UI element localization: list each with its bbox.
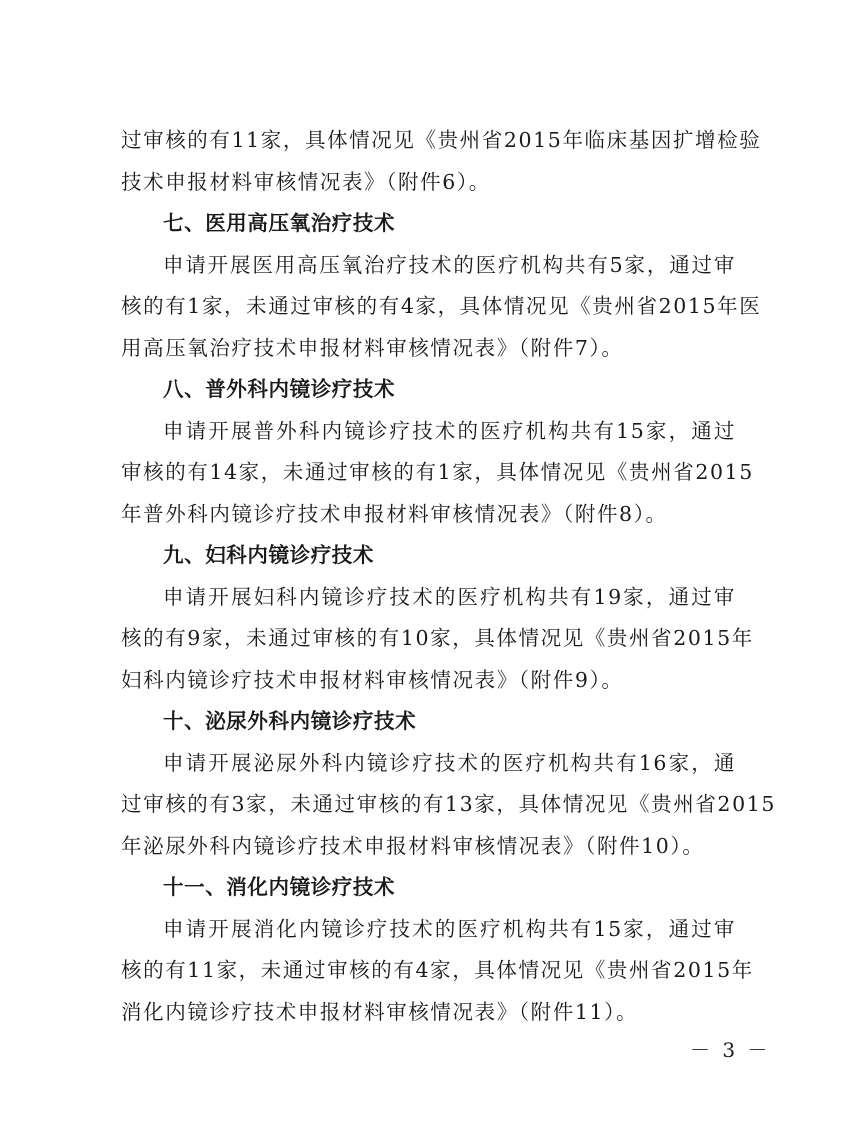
paragraph-line: 消化内镜诊疗技术申报材料审核情况表》（附件11）。: [121, 999, 639, 1024]
section-heading: 十、泌尿外科内镜诊疗技术: [163, 709, 417, 733]
section-heading: 九、妇科内镜诊疗技术: [163, 543, 374, 567]
page-number: － 3 －: [690, 1038, 771, 1062]
paragraph-line: 年普外科内镜诊疗技术申报材料审核情况表》（附件8）。: [121, 501, 668, 526]
paragraph-line: 核的有11家，未通过审核的有4家，具体情况见《贵州省2015年: [121, 958, 754, 982]
paragraph-line: 申请开展普外科内镜诊疗技术的医疗机构共有15家，通过: [163, 418, 736, 443]
section-heading: 八、普外科内镜诊疗技术: [163, 377, 396, 401]
paragraph-line: 申请开展医用高压氧治疗技术的医疗机构共有5家，通过审: [163, 252, 736, 277]
paragraph-line: 过审核的有11家，具体情况见《贵州省2015年临床基因扩增检验: [121, 128, 762, 152]
section-heading: 十一、消化内镜诊疗技术: [163, 875, 396, 899]
paragraph-line: 申请开展妇科内镜诊疗技术的医疗机构共有19家，通过审: [163, 584, 736, 609]
paragraph-line: 年泌尿外科内镜诊疗技术申报材料审核情况表》（附件10）。: [121, 833, 705, 858]
paragraph-line: 审核的有14家，未通过审核的有1家，具体情况见《贵州省2015: [121, 460, 754, 484]
document-body: [121, 120, 776, 1033]
section-heading: 七、医用高压氧治疗技术: [163, 211, 396, 235]
paragraph-line: 申请开展消化内镜诊疗技术的医疗机构共有15家，通过审: [163, 916, 736, 941]
paragraph-line: 核的有9家，未通过审核的有10家，具体情况见《贵州省2015年: [121, 626, 754, 650]
paragraph-line: 用高压氧治疗技术申报材料审核情况表》（附件7）。: [121, 335, 624, 360]
paragraph-line: 申请开展泌尿外科内镜诊疗技术的医疗机构共有16家，通: [163, 750, 736, 775]
paragraph-line: 技术申报材料审核情况表》（附件6）。: [121, 169, 491, 194]
paragraph-line: 过审核的有3家，未通过审核的有13家，具体情况见《贵州省2015: [121, 792, 776, 816]
paragraph-line: 核的有1家，未通过审核的有4家，具体情况见《贵州省2015年医: [121, 294, 762, 318]
paragraph-line: 妇科内镜诊疗技术申报材料审核情况表》（附件9）。: [121, 667, 624, 692]
